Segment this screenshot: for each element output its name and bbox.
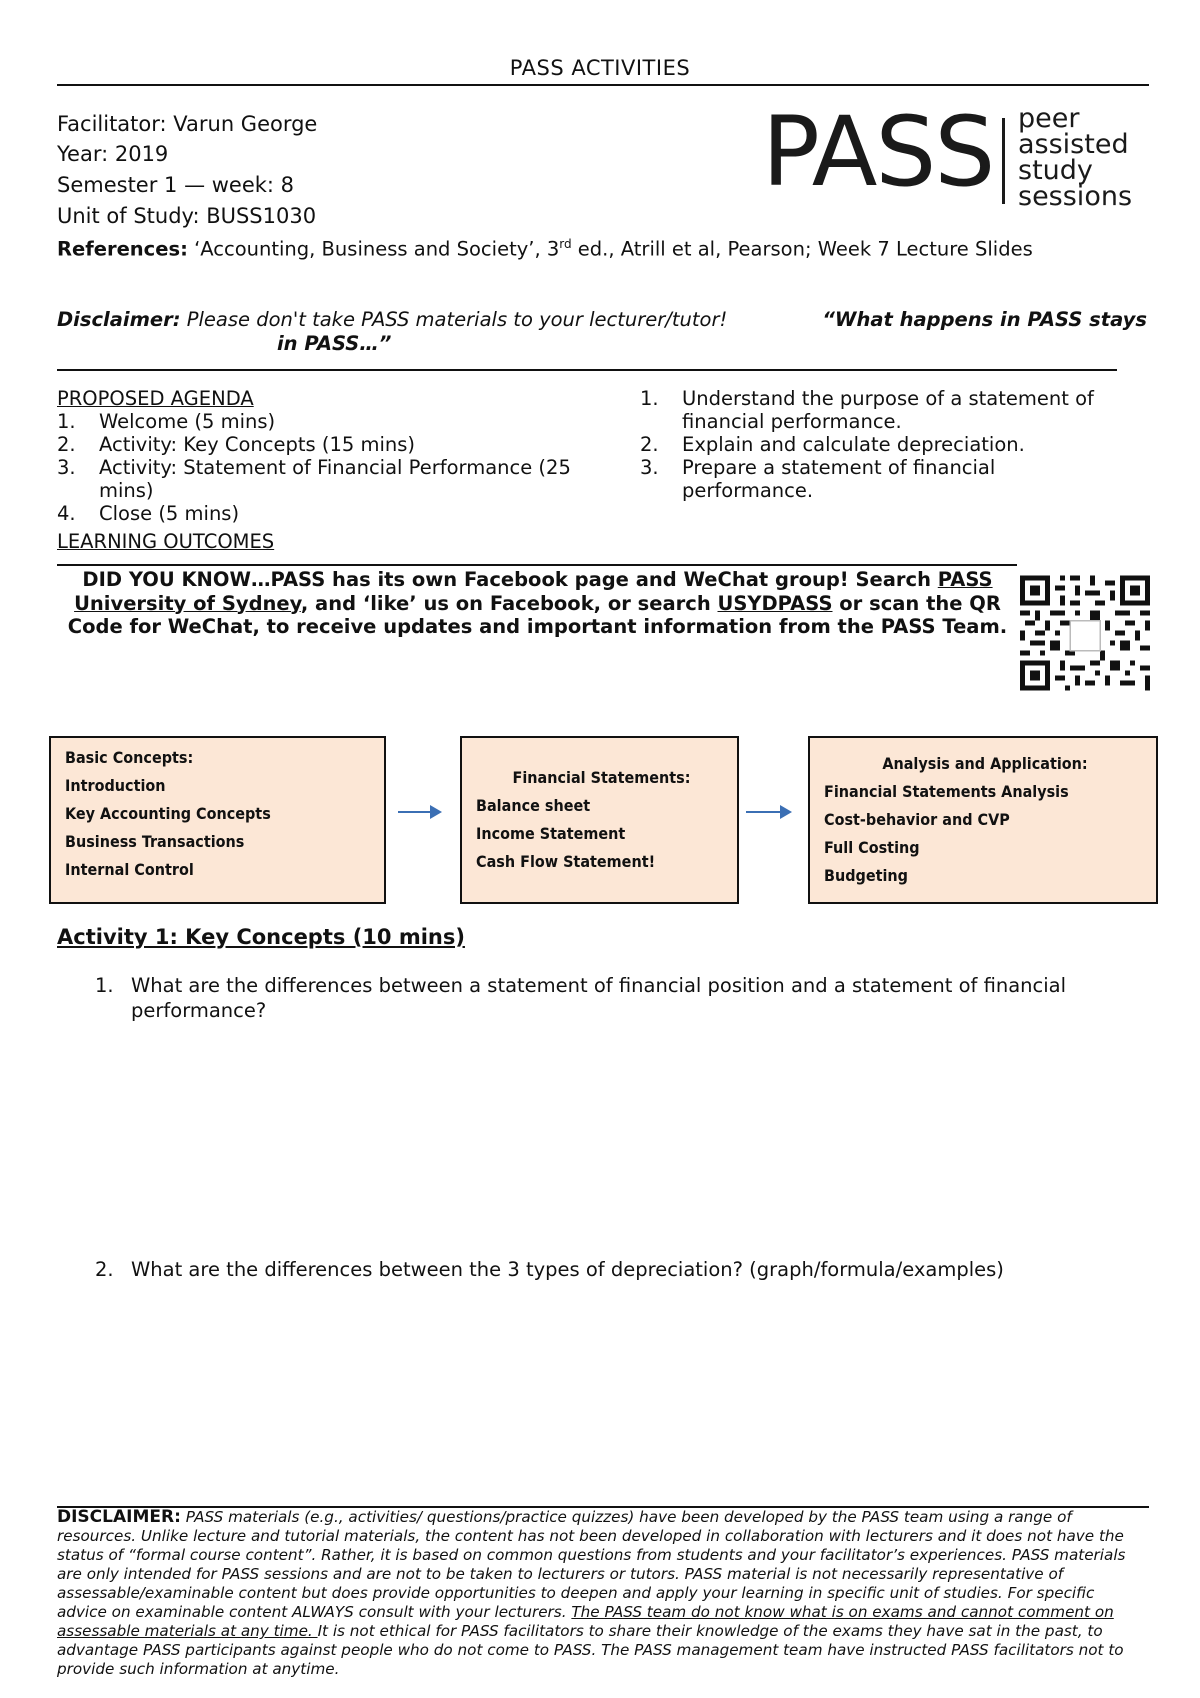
logo-tagline-assisted: assisted xyxy=(1018,129,1129,160)
agenda-item-text: Close (5 mins) xyxy=(99,502,240,525)
flow-box-line: Internal Control xyxy=(65,860,194,879)
agenda-list xyxy=(57,410,577,525)
wechat-link[interactable]: USYDPASS xyxy=(717,591,833,615)
learning-outcomes-list xyxy=(640,387,1120,502)
disclaimer-text: Please don't take PASS materials to your lecturer/tutor! xyxy=(180,308,728,331)
logo-divider xyxy=(1002,118,1005,204)
outcome-item-text: Explain and calculate depreciation. xyxy=(682,433,1025,456)
disclaimer-label: Disclaimer: xyxy=(57,308,181,331)
flow-box-line: Income Statement xyxy=(476,824,626,843)
pass-logo xyxy=(762,96,1142,214)
header-rule xyxy=(57,84,1149,86)
logo-tagline-study: study xyxy=(1018,155,1093,186)
unit-line: Unit of Study: BUSS1030 xyxy=(57,204,317,228)
flow-box-line: Full Costing xyxy=(824,838,920,857)
flow-box-line: Cost-behavior and CVP xyxy=(824,810,1010,829)
learning-outcomes-title: LEARNING OUTCOMES xyxy=(57,530,275,553)
footer-disclaimer-underlined: The PASS team do not know what is on exams and cannot comment on assessable materials at any time. xyxy=(57,1603,1114,1640)
flow-box-basic-concepts xyxy=(49,736,386,904)
activity-1-title: Activity 1: Key Concepts (10 mins) xyxy=(57,925,465,949)
flow-box-line: Financial Statements Analysis xyxy=(824,782,1069,801)
question-2 xyxy=(95,1257,1145,1282)
outcome-item-number: 2. xyxy=(640,433,659,456)
agenda-item-number: 1. xyxy=(57,410,76,433)
outcome-item-text: Understand the purpose of a statement of financial performance. xyxy=(682,387,1094,433)
outcome-item xyxy=(640,456,1120,502)
footer-disclaimer-text-end: It is not ethical for PASS facilitators to share their knowledge of the exams they have sat in the past, to advantage PASS participants against people who do not come to PASS. The PASS management team have instructed PASS facilitators not to provide such information at anytime. xyxy=(57,1622,1124,1678)
footer-disclaimer xyxy=(57,1508,1147,1679)
flow-box-title: Analysis and Application: xyxy=(882,754,1088,773)
agenda-item-text: Activity: Statement of Financial Performance (25 mins) xyxy=(99,456,571,502)
semester-line: Semester 1 — week: 8 xyxy=(57,173,295,197)
flow-box-line: Introduction xyxy=(65,776,166,795)
agenda-item xyxy=(57,433,577,456)
disclaimer-quote: “What happens in PASS stays xyxy=(822,308,1147,331)
flow-box-line: Business Transactions xyxy=(65,832,245,851)
flow-arrow-right xyxy=(746,811,790,813)
references-label: References: xyxy=(57,237,188,261)
footer-disclaimer-label: DISCLAIMER: xyxy=(57,1507,181,1527)
wechat-qr-code[interactable] xyxy=(1020,575,1150,691)
flow-box-line: Basic Concepts: xyxy=(65,748,194,767)
flow-box-title: Financial Statements: xyxy=(512,768,691,787)
outcome-item-number: 3. xyxy=(640,456,659,479)
disclaimer-quote-end: in PASS…” xyxy=(277,332,392,355)
disclaimer-rule xyxy=(57,369,1117,371)
agenda-item xyxy=(57,456,577,502)
references-sup: rd xyxy=(559,237,572,251)
question-text: What are the differences between a statement of financial position and a statement of financial performance? xyxy=(131,974,1067,1022)
facebook-link[interactable]: PASS University of Sydney xyxy=(74,568,993,615)
did-you-know-part: DID YOU KNOW…PASS has its own Facebook page and WeChat group! Search xyxy=(82,568,938,591)
logo-tagline-peer: peer xyxy=(1018,103,1080,134)
agenda-item-number: 4. xyxy=(57,502,76,525)
references-line xyxy=(57,237,1033,261)
references-text: ‘Accounting, Business and Society’, 3 xyxy=(187,237,560,261)
flow-box-line: Balance sheet xyxy=(476,796,591,815)
disclaimer-top xyxy=(57,308,1149,331)
flow-box-line: Key Accounting Concepts xyxy=(65,804,271,823)
agenda-item-text: Activity: Key Concepts (15 mins) xyxy=(99,433,415,456)
did-you-know-rule xyxy=(57,564,1017,566)
agenda-title: PROPOSED AGENDA xyxy=(57,387,254,410)
footer-disclaimer-text: PASS materials (e.g., activities/ questions/practice quizzes) have been developed by the PASS team using a range of resources. Unlike lecture and tutorial materials, the content has not been developed in collaboration with lecturers and it does not have the status of “formal course content”. Rather, it is based on common questions from students and your facilitator’s experiences. PASS materials are only intended for PASS sessions and are not to be taken to lecturers or tutors. PASS material is not necessarily representative of assessable/examinable content but does provide opportunities to deepen and apply your learning in specific unit of studies. For specific advice on examinable content ALWAYS consult with your lecturers. xyxy=(57,1508,1126,1621)
flow-box-financial-statements xyxy=(460,736,739,904)
flow-box-analysis-application xyxy=(808,736,1158,904)
flow-box-line: Cash Flow Statement! xyxy=(476,852,656,871)
did-you-know-part: or scan the QR Code for WeChat, to receive updates and important information from the PASS Team. xyxy=(67,591,1008,638)
agenda-item-number: 2. xyxy=(57,433,76,456)
flow-box-line: Budgeting xyxy=(824,866,908,885)
page-title: PASS ACTIVITIES xyxy=(509,56,691,80)
flow-arrow-right xyxy=(398,811,440,813)
references-text-end: ed., Atrill et al, Pearson; Week 7 Lecture Slides xyxy=(571,237,1033,261)
question-text: What are the differences between the 3 types of depreciation? (graph/formula/examples) xyxy=(131,1258,1004,1281)
question-number: 1. xyxy=(95,974,114,997)
logo-tagline xyxy=(1018,103,1133,212)
agenda-item xyxy=(57,410,577,433)
outcome-item-number: 1. xyxy=(640,387,659,410)
year-line: Year: 2019 xyxy=(57,142,169,166)
facilitator-line: Facilitator: Varun George xyxy=(57,112,318,136)
agenda-item-number: 3. xyxy=(57,456,76,479)
outcome-item xyxy=(640,433,1120,456)
logo-wordmark: PASS xyxy=(762,96,994,208)
did-you-know-text xyxy=(60,568,1015,639)
outcome-item xyxy=(640,387,1120,433)
logo-tagline-sessions: sessions xyxy=(1018,181,1133,212)
did-you-know-part: , and ‘like’ us on Facebook, or search xyxy=(300,591,718,615)
question-number: 2. xyxy=(95,1258,114,1281)
agenda-item-text: Welcome (5 mins) xyxy=(99,410,276,433)
agenda-item xyxy=(57,502,577,525)
question-1 xyxy=(95,973,1145,1023)
outcome-item-text: Prepare a statement of financial performance. xyxy=(682,456,996,502)
